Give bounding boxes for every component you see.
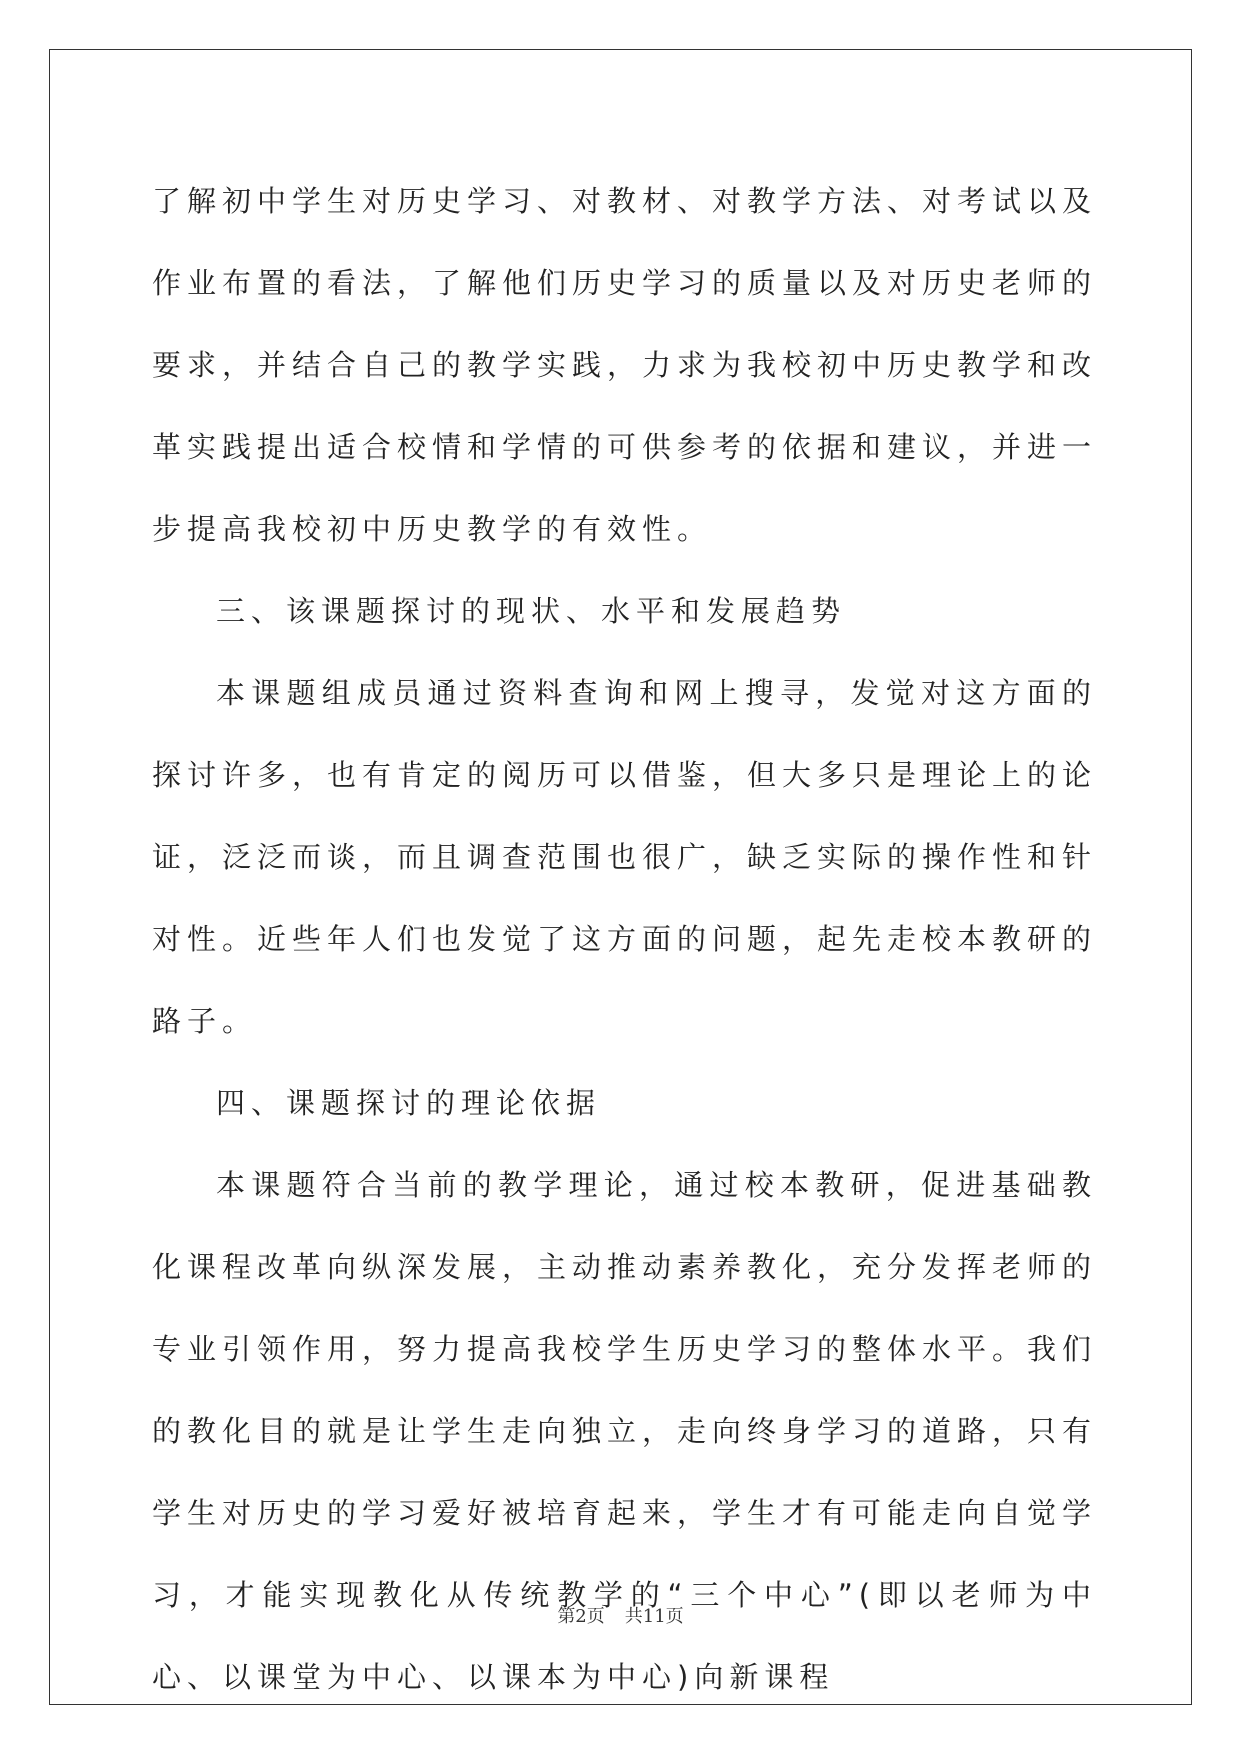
section-heading-3: 三、该课题探讨的现状、水平和发展趋势 <box>216 594 847 628</box>
document-body <box>152 160 1097 1718</box>
page-number: 第2页 <box>557 1606 605 1627</box>
paragraph-theory: 本课题符合当前的教学理论，通过校本教研，促进基础教化课程改革向纵深发展，主动推动素养教化，充分发挥老师的专业引领作用，努力提高我校学生历史学习的整体水平。我们的教化目的就是让学生走向独立，走向终身学习的道路，只有学生对历史的学习爱好被培育起来，学生才有可能走向自觉学习，才能实现教化从传统教学的“三个中心”(即以老师为中心、以课堂为中心、以课本为中心)向新课程 <box>152 1168 1098 1694</box>
page-footer <box>0 1602 1241 1628</box>
page-total: 共11页 <box>624 1606 684 1627</box>
paragraph-intro: 了解初中学生对历史学习、对教材、对教学方法、对考试以及作业布置的看法，了解他们历史学习的质量以及对历史老师的要求，并结合自己的教学实践，力求为我校初中历史教学和改革实践提出适合校情和学情的可供参考的依据和建议，并进一步提高我校初中历史教学的有效性。 <box>152 184 1098 546</box>
paragraph-status: 本课题组成员通过资料查询和网上搜寻，发觉对这方面的探讨许多，也有肯定的阅历可以借鉴，但大多只是理论上的论证，泛泛而谈，而且调查范围也很广，缺乏实际的操作性和针对性。近些年人们也发觉了这方面的问题，起先走校本教研的路子。 <box>152 676 1098 1038</box>
section-heading-4: 四、课题探讨的理论依据 <box>216 1086 602 1120</box>
